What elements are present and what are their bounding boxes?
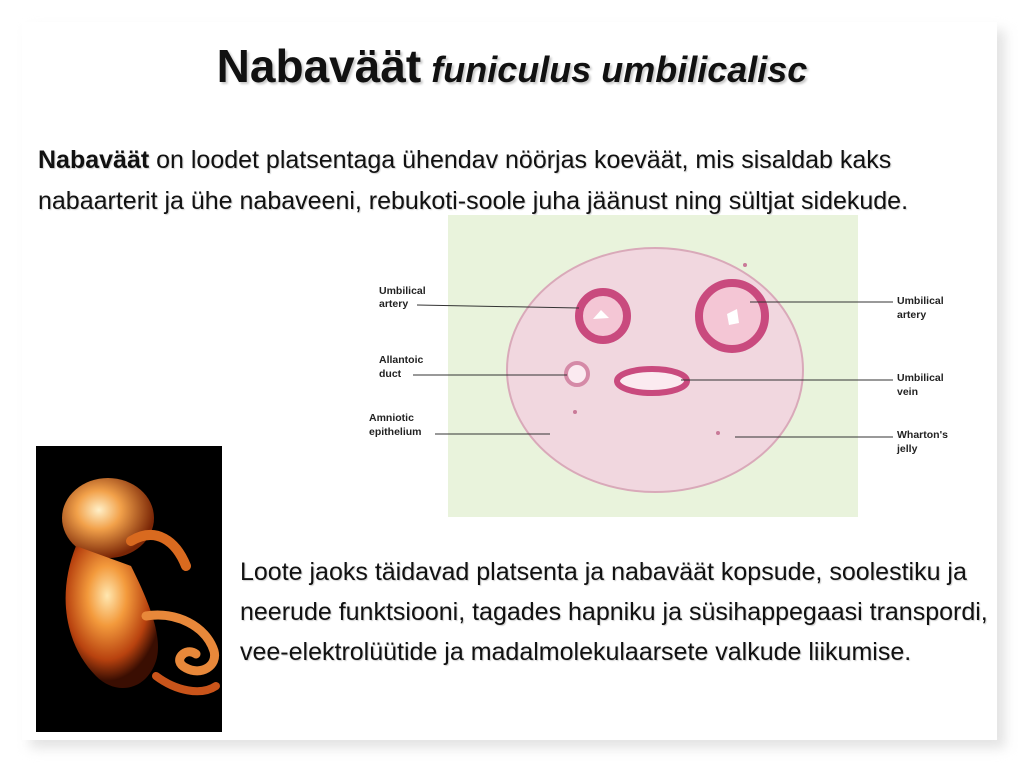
label-umbilical-artery-right-2: artery <box>897 309 927 321</box>
label-whartons-jelly-2: jelly <box>897 443 918 455</box>
label-allantoic-duct-2: duct <box>379 368 402 380</box>
slide-title <box>0 40 1024 96</box>
outro-paragraph: Loote jaoks täidavad platsenta ja nabaväät kopsude, soolestiku ja neerude funktsiooni, tagades hapniku ja süsihappegaasi transpordi, vee-elektrolüütide ja madalmolekulaarsete valkude liikumise. <box>240 558 988 666</box>
title-latin: funiculus umbilicalisc <box>431 49 808 90</box>
intro-term: Nabaväät <box>38 146 150 174</box>
umbilical-vein <box>617 369 687 393</box>
tissue-dot <box>743 263 747 267</box>
fetus-illustration <box>36 446 222 732</box>
label-allantoic-duct-1: Allantoic <box>379 354 424 366</box>
fetus-head <box>62 478 154 558</box>
title-main: Nabaväät <box>216 40 422 92</box>
allantoic-duct <box>566 363 588 385</box>
label-umbilical-vein-2: vein <box>897 386 919 398</box>
fetus-photo <box>36 446 222 732</box>
label-umbilical-artery-left-2: artery <box>379 298 409 310</box>
intro-text: on loodet platsentaga ühendav nöörjas koeväät, mis sisaldab kaks nabaarterit ja ühe nabaveeni, rebukoti-soole juha jäänust ning sültjat sidekude. <box>38 146 909 215</box>
intro-paragraph <box>38 140 938 222</box>
label-amniotic-epithelium-1: Amniotic <box>369 412 414 424</box>
label-umbilical-artery-left-1: Umbilical <box>379 285 426 297</box>
umbilical-cord-cross-section-figure <box>365 215 965 520</box>
label-whartons-jelly-1: Wharton's <box>897 429 948 441</box>
label-amniotic-epithelium-2: epithelium <box>369 426 422 438</box>
tissue-dot <box>573 410 577 414</box>
label-umbilical-artery-right-1: Umbilical <box>897 295 944 307</box>
label-umbilical-vein-1: Umbilical <box>897 372 944 384</box>
tissue-dot <box>716 431 720 435</box>
cross-section-drawing <box>365 215 965 520</box>
